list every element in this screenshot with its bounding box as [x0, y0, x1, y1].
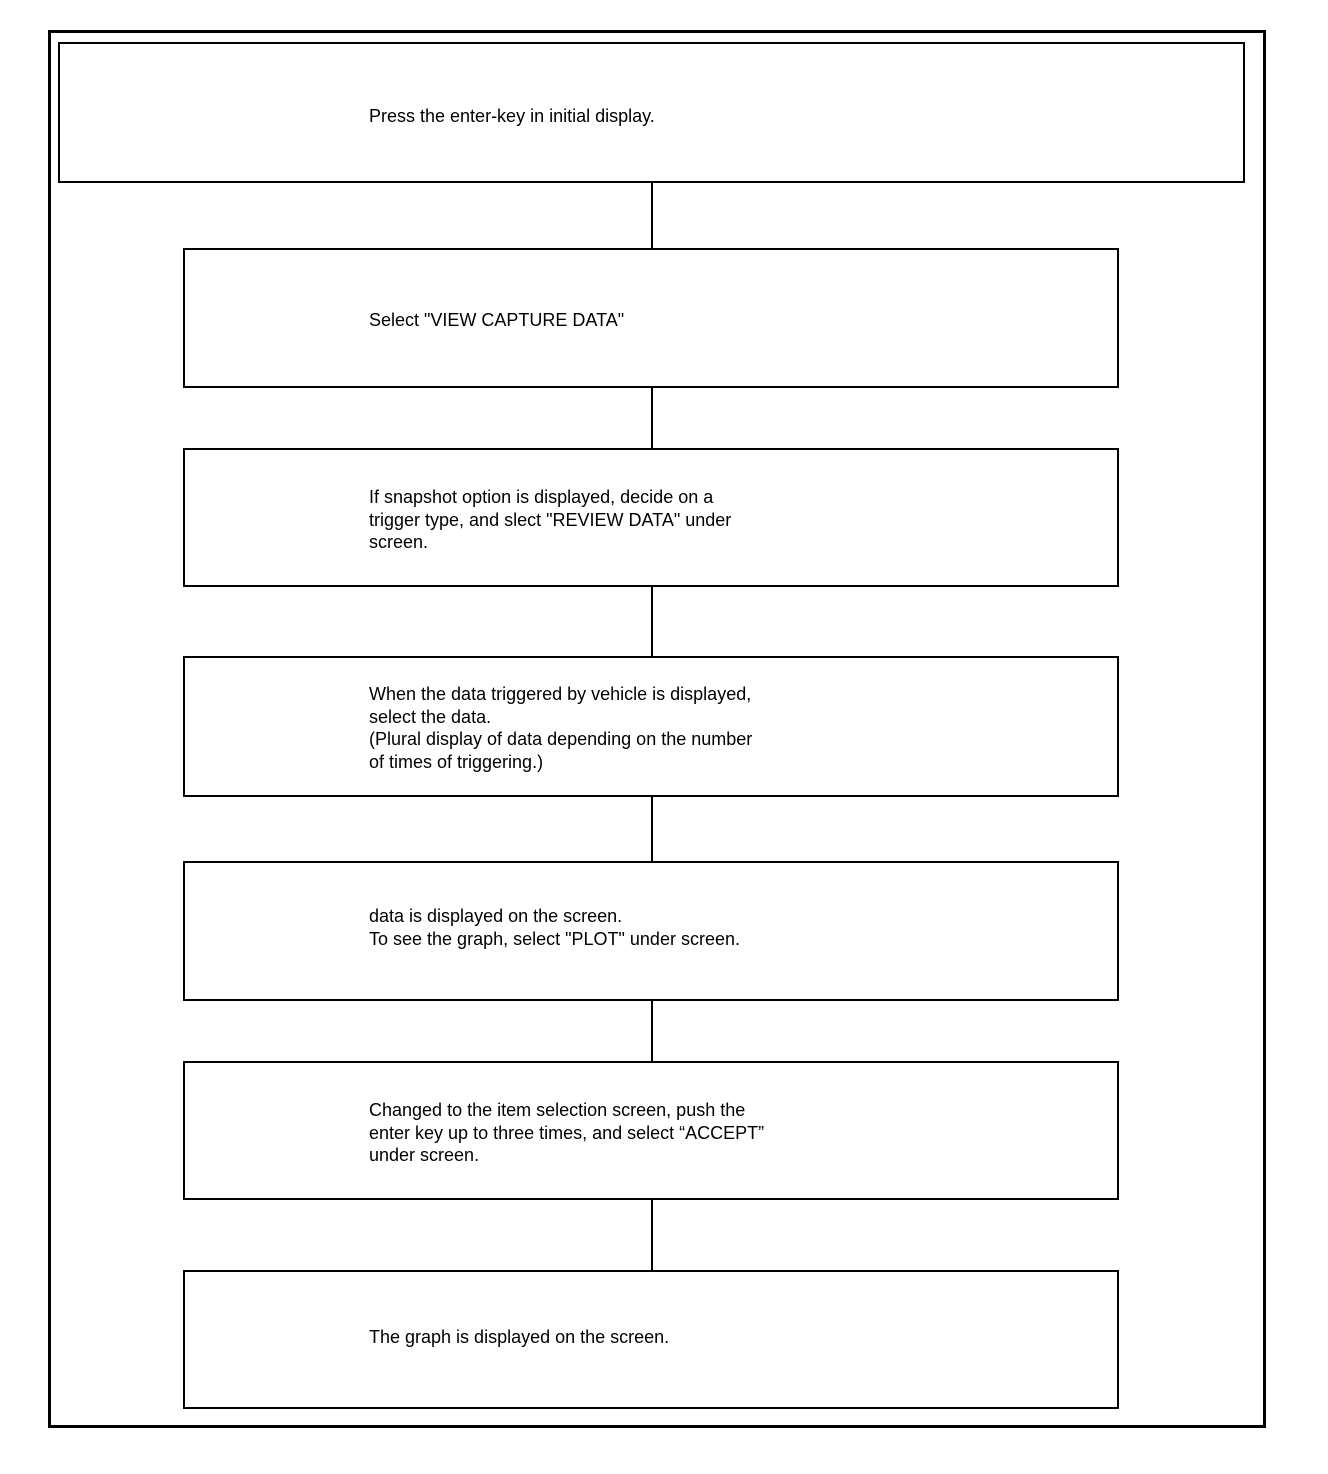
connector-5-6 — [651, 1001, 653, 1062]
flow-step-6 — [183, 1061, 1119, 1200]
connector-3-4 — [651, 587, 653, 657]
flow-step-2 — [183, 248, 1119, 388]
flow-step-6-text: Changed to the item selection screen, push the enter key up to three times, and select “ACCEPT” under screen. — [369, 1100, 765, 1165]
connector-4-5 — [651, 797, 653, 862]
connector-2-3 — [651, 388, 653, 449]
connector-1-2 — [651, 183, 653, 249]
flow-step-1 — [58, 42, 1245, 183]
flow-step-5-text: data is displayed on the screen. To see the graph, select "PLOT" under screen. — [369, 906, 740, 949]
flow-step-5 — [183, 861, 1119, 1001]
flow-step-3-text: If snapshot option is displayed, decide on a trigger type, and slect "REVIEW DATA" under screen. — [369, 487, 732, 552]
flow-step-1-text: Press the enter-key in initial display. — [369, 106, 655, 126]
flow-step-3 — [183, 448, 1119, 587]
flow-step-4-text: When the data triggered by vehicle is displayed, select the data. (Plural display of data depending on the number of times of triggering.) — [369, 684, 753, 772]
flow-step-2-text: Select "VIEW CAPTURE DATA" — [369, 310, 625, 330]
flow-step-7 — [183, 1270, 1119, 1409]
connector-6-7 — [651, 1200, 653, 1271]
flow-step-4 — [183, 656, 1119, 797]
flow-step-7-text: The graph is displayed on the screen. — [369, 1327, 670, 1347]
